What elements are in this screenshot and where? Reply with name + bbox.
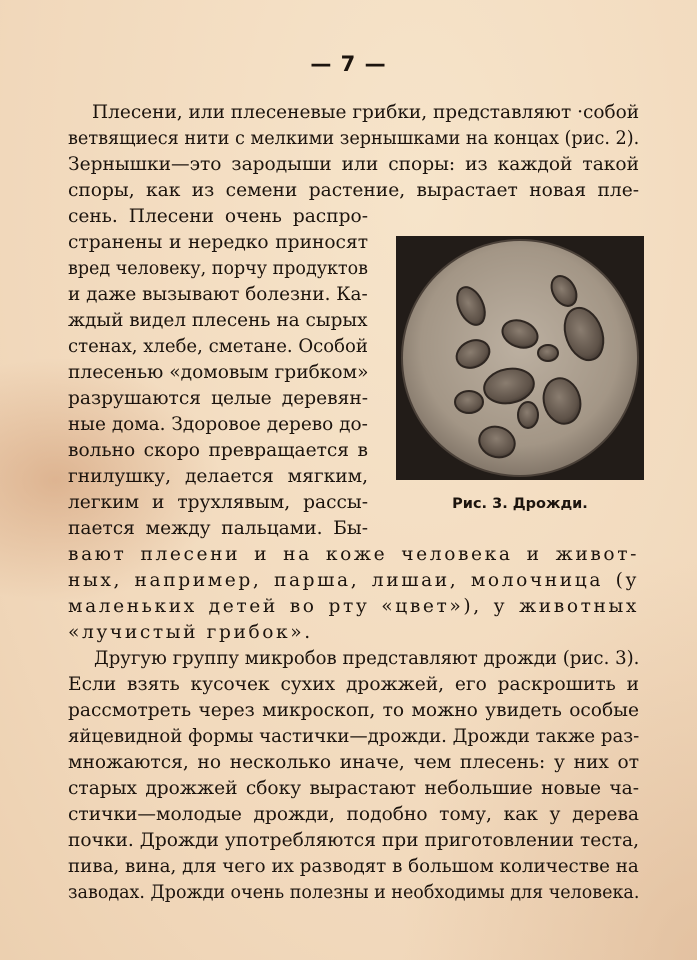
- text-line: споры, как из семени растение, вырастает новая пле-: [68, 180, 639, 201]
- figure-yeast: [396, 236, 644, 480]
- text-line: ные дома. Здоровое дерево до-: [68, 414, 368, 435]
- text-line: ждый видел плесень на сырых: [68, 310, 368, 331]
- text-line: Если взять кусочек сухих дрожжей, его раскрошить и: [68, 674, 639, 695]
- text-line: сень. Плесени очень распро-: [68, 206, 368, 227]
- text-line: Другую группу микробов представляют дрожди (рис. 3).: [94, 648, 640, 669]
- text-line: «лучистый грибок».: [68, 622, 313, 643]
- text-line: плесенью «домовым грибком»: [68, 362, 369, 383]
- text-line: яйцевидной формы частички—дрожди. Дрожди также раз-: [68, 726, 640, 747]
- text-line: Плесени, или плесеневые грибки, представляют ·собой: [92, 102, 640, 123]
- text-line: вред человеку, порчу продуктов: [68, 258, 368, 279]
- text-line: рассмотреть через микроскоп, то можно увидеть особые: [68, 700, 639, 721]
- page-number: — 7 —: [310, 52, 387, 76]
- text-line: стенах, хлебе, сметане. Особой: [68, 336, 368, 357]
- text-line: пается между пальцами. Бы-: [68, 518, 368, 539]
- text-line: маленьких детей во рту «цвет»), у животных: [68, 596, 639, 617]
- text-line: легким и трухлявым, рассы-: [68, 492, 368, 513]
- text-line: старых дрожжей сбоку вырастают небольшие новые ча-: [68, 778, 639, 799]
- text-line: заводах. Дрожди очень полезны и необходимы для человека.: [68, 882, 640, 903]
- yeast-microscope-image: [396, 236, 644, 480]
- figure-caption: Рис. 3. Дрожди.: [452, 496, 588, 512]
- text-line: гнилушку, делается мягким,: [68, 466, 368, 487]
- text-line: и даже вызывают болезни. Ка-: [68, 284, 368, 305]
- text-line: пива, вина, для чего их разводят в большом количестве на: [68, 856, 639, 877]
- text-line: вольно скоро превращается в: [68, 440, 368, 461]
- text-line: ных, например, парша, лишаи, молочница (у: [68, 570, 639, 591]
- text-line: странены и нередко приносят: [68, 232, 368, 253]
- text-line: вают плесени и на коже человека и живот-: [68, 544, 639, 565]
- text-line: почки. Дрожди употребляются при приготовлении теста,: [68, 830, 639, 851]
- text-line: ветвящиеся нити с мелкими зернышками на концах (рис. 2).: [68, 128, 640, 149]
- text-line: множаются, но несколько иначе, чем плесень: у них от: [68, 752, 639, 773]
- text-line: разрушаются целые деревян-: [68, 388, 368, 409]
- text-line: стички—молодые дрожди, подобно тому, как у дерева: [68, 804, 639, 825]
- text-line: Зернышки—это зародыши или споры: из каждой такой: [68, 154, 639, 175]
